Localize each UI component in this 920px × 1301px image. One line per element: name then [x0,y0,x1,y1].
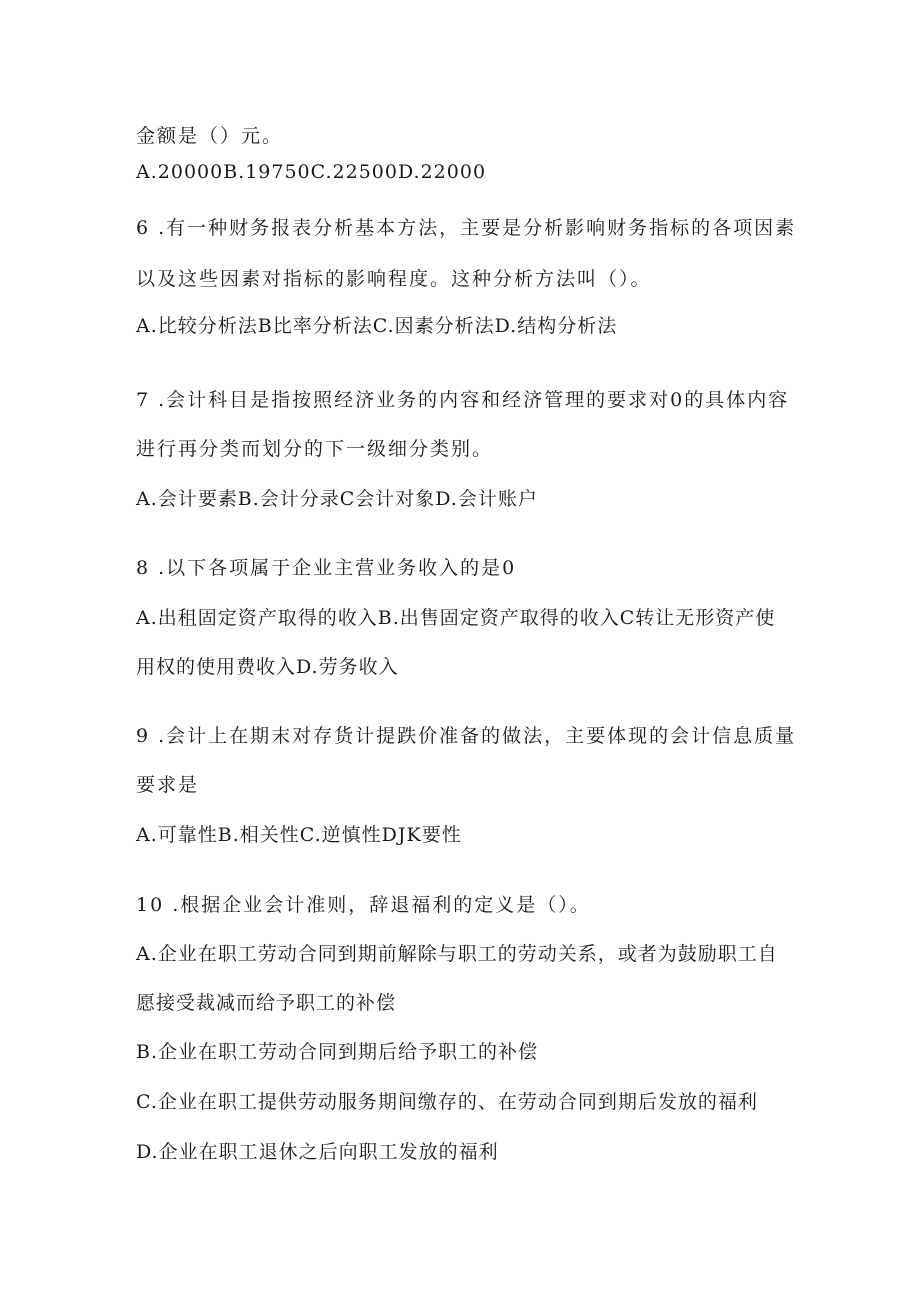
text-line-q10-option-a: A.企业在职工劳动合同到期前解除与职工的劳动关系，或者为鼓励职工自 [136,943,778,965]
text-line-q9-stem-cont: 要求是 [136,774,200,796]
text-line-q9-options: A.可靠性B.相关性C.逆慎性DJK要性 [136,824,462,846]
text-line-q8-stem: 8 .以下各项属于企业主营业务收入的是0 [136,557,517,579]
text-line-q6-stem: 6 .有一种财务报表分析基本方法，主要是分析影响财务指标的各项因素 [136,217,797,239]
text-line-q10-option-b: B.企业在职工劳动合同到期后给予职工的补偿 [136,1041,539,1063]
text-line-q7-stem-cont: 进行再分类而划分的下一级细分类别。 [136,438,494,460]
text-line-q5-continuation: 金额是（）元。 [136,125,284,147]
text-line-q8-options: A.出租固定资产取得的收入B.出售固定资产取得的收入C转让无形资产使 [136,607,776,629]
text-line-q6-options: A.比较分析法B比率分析法C.因素分析法D.结构分析法 [136,315,618,337]
text-line-q10-option-c: C.企业在职工提供劳动服务期间缴存的、在劳动合同到期后发放的福利 [136,1091,758,1113]
text-line-q7-options: A.会计要素B.会计分录C会计对象D.会计账户 [136,488,538,510]
text-line-q10-stem: 10 .根据企业会计准则，辞退福利的定义是（）。 [136,894,591,916]
text-line-q9-stem: 9 .会计上在期末对存货计提跌价准备的做法，主要体现的会计信息质量 [136,725,797,747]
text-line-q10-option-a-cont: 愿接受裁减而给予职工的补偿 [136,992,397,1014]
text-line-q8-options-cont: 用权的使用费收入D.劳务收入 [136,656,399,678]
text-line-q6-stem-cont: 以及这些因素对指标的影响程度。这种分析方法叫（）。 [136,268,652,290]
text-line-q7-stem: 7 .会计科目是指按照经济业务的内容和经济管理的要求对0的具体内容 [136,389,790,411]
text-line-q10-option-d: D.企业在职工退休之后向职工发放的福利 [136,1141,499,1163]
text-line-q5-options: A.20000B.19750C.22500D.22000 [136,161,487,183]
